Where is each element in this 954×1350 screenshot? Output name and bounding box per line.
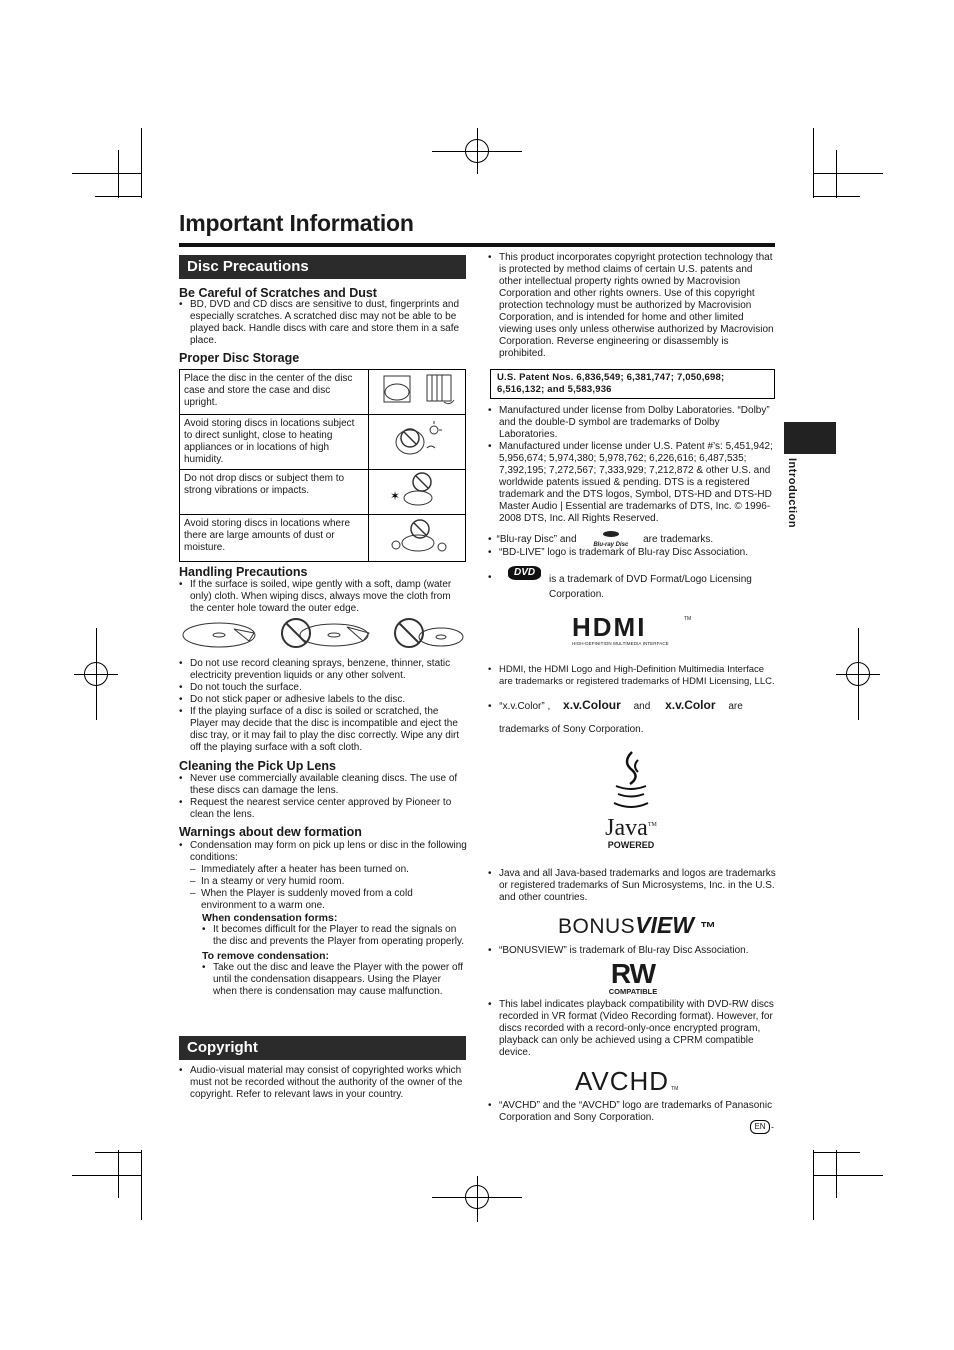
cleaning-list (179, 773, 467, 821)
no-drop-illustration (369, 470, 466, 515)
xv-text-b: trademarks of Sony Corporation. (499, 724, 644, 735)
scratches-text (179, 299, 467, 347)
bluray-text-a: “Blu-ray Disc” and (496, 534, 577, 546)
java-text (488, 868, 776, 904)
cleaning-heading: Cleaning the Pick Up Lens (179, 759, 336, 773)
list-item: • Java and all Java-based trademarks and logos are trademarks or registered trademarks of Sun Microsystems, Inc. in the U.S. and other countries. (488, 868, 776, 904)
xv-text-a: “x.v.Color” , (499, 701, 551, 712)
svg-text:✶: ✶ (390, 489, 401, 503)
handling-heading: Handling Precautions (179, 565, 308, 579)
bonusview-logo: BONUSVIEW ™ (558, 912, 716, 938)
list-item: • Never use commercially available cleaning discs. The use of these discs can damage the lens. (179, 773, 467, 797)
list-item: • Request the nearest service center approved by Pioneer to clean the lens. (179, 797, 467, 821)
list-item: • Do not touch the surface. (179, 682, 467, 694)
xv-text-are: are (728, 701, 743, 712)
avchd-text (488, 1100, 776, 1124)
handling-intro (179, 579, 467, 615)
list-item: – In a steamy or very humid room. (190, 876, 467, 888)
xv-text-and: and (633, 701, 651, 712)
disc-case-upright-illustration (369, 370, 466, 415)
macrovision-text (488, 252, 776, 360)
dew-heading: Warnings about dew formation (179, 825, 362, 839)
list-item: • Manufactured under license under U.S. Patent #’s: 5,451,942; 5,956,674; 5,974,380; 5,978,762; 6,226,616; 6,487,535; 7,392,195; 7,272,567; 7,333,929; 7,212,872 & other U.S. and worldwide patents issued & pending. DTS is a registered trademark and the DTS logos, Symbol, DTS-HD and DTS-HD Master Audio | Essential are trademarks of DTS, Inc. © 1996-2008 DTS, Inc. All Rights Reserved. (488, 441, 776, 525)
list-item: • If the surface is soiled, wipe gently with a soft, damp (water only) cloth. When wiping discs, always move the cloth from the center hole toward the outer edge. (179, 579, 467, 615)
page-dot: - (771, 1122, 774, 1132)
dvd-text: is a trademark of DVD Format/Logo Licensing Corporation. (549, 574, 752, 600)
bluray-disc-logo: Blu-ray Disc (593, 530, 628, 549)
language-marker-icon: EN (750, 1120, 770, 1134)
remove-condensation-heading: To remove condensation: (202, 950, 329, 962)
list-item: • Do not stick paper or adhesive labels to the disc. (179, 694, 467, 706)
storage-table (179, 369, 466, 562)
hdmi-text (488, 664, 776, 687)
bonusview-text (488, 945, 776, 957)
hdmi-logo: HDMI TM HIGH-DEFINITION MULTIMEDIA INTERFACE (572, 612, 692, 646)
storage-heading: Proper Disc Storage (179, 351, 300, 365)
copyright-text (179, 1065, 467, 1101)
license-list (488, 405, 776, 525)
title-rule (179, 243, 775, 247)
list-item: • Condensation may form on pick up lens or disc in the following conditions: (179, 840, 467, 864)
list-item: • Manufactured under license from Dolby Laboratories. “Dolby” and the double-D symbol are trademarks of Dolby Laboratories. (488, 405, 776, 441)
section-disc-precautions: Disc Precautions (179, 255, 466, 279)
section-copyright: Copyright (179, 1036, 466, 1060)
list-item: • If the playing surface of a disc is soiled or scratched, the Player may decide that the disc is incompatible and eject the disc tray, or it may fail to play the disc correctly. Wipe any dirt off the playing surface with a soft cloth. (179, 706, 467, 754)
list-item: • This label indicates playback compatibility with DVD-RW discs recorded in VR format (Video Recording format). However, for discs recorded with a record-only-once encrypted program, playback can only be achieved using a CPRM compatible device. (488, 999, 776, 1059)
list-item: • HDMI, the HDMI Logo and High-Definition Multimedia Interface are trademarks or registered trademarks of HDMI Licensing, LLC. (488, 664, 776, 687)
storage-row-text: Do not drop discs or subject them to strong vibrations or impacts. (180, 470, 369, 515)
wiping-illustration (179, 617, 467, 653)
list-item: • This product incorporates copyright protection technology that is protected by method claims of certain U.S. patents and other intellectual property rights owned by Macrovision Corporation and other rights owners. Use of this copyright protection technology must be authorized by Macrovision Corporation, and is intended for home and other limited viewing uses only unless otherwise authorized by Macrovision Corporation. Reverse engineering or disassembly is prohibited. (488, 252, 776, 360)
dvd-item: • DVD is a trademark of DVD Format/Logo Licensing Corporation. (488, 566, 776, 602)
bluray-text-b: are trademarks. (643, 534, 714, 546)
no-sunlight-illustration (369, 415, 466, 470)
rw-compatible-logo: RW COMPATIBLE (608, 958, 658, 996)
list-item: • “BONUSVIEW” is trademark of Blu-ray Disc Association. (488, 945, 776, 957)
xvcolour-logo: x.v.Colour (563, 698, 621, 712)
xvcolor-line: • “x.v.Color” , x.v.Colour and x.v.Color are (488, 698, 743, 712)
dvd-logo: DVD (508, 566, 541, 580)
dew-body (179, 840, 467, 998)
avchd-logo: AVCHD TM (575, 1066, 679, 1096)
section-tab-marker (784, 422, 836, 454)
condensation-forms-heading: When condensation forms: (202, 912, 338, 924)
rw-text (488, 999, 776, 1059)
list-item: • Take out the disc and leave the Player with the power off until the condensation disappears. Using the Player when there is condensation may cause malfunction. (202, 962, 467, 998)
storage-row-text: Avoid storing discs in locations where there are large amounts of dust or moisture. (180, 515, 369, 562)
no-dust-illustration (369, 515, 466, 562)
scratches-heading: Be Careful of Scratches and Dust (179, 286, 377, 300)
java-logo: Java™ POWERED (596, 750, 666, 855)
list-item: – Immediately after a heater has been turned on. (190, 864, 467, 876)
list-item: • It becomes difficult for the Player to read the signals on the disc and prevents the Player from operating properly. (202, 924, 467, 948)
page-title: Important Information (179, 210, 414, 236)
list-item: • Do not use record cleaning sprays, benzene, thinner, static electricity prevention liquids or any other solvent. (179, 658, 467, 682)
bluray-line: • “Blu-ray Disc” and Blu-ray Disc are trademarks. (488, 530, 776, 549)
list-item: – When the Player is suddenly moved from a cold environment to a warm one. (190, 888, 467, 912)
xvcolor-logo: x.v.Color (665, 698, 716, 712)
list-item: • “BD-LIVE” logo is trademark of Blu-ray Disc Association. (488, 547, 776, 559)
list-item: • BD, DVD and CD discs are sensitive to dust, fingerprints and especially scratches. A scratched disc may not be able to be played back. Handle discs with care and store them in a safe place. (179, 299, 467, 347)
side-tab-label: Introduction (786, 458, 798, 529)
patent-box: U.S. Patent Nos. 6,836,549; 6,381,747; 7,050,698; 6,516,132; and 5,583,936 (490, 369, 775, 399)
list-item: • Audio-visual material may consist of copyrighted works which must not be recorded without the authority of the owner of the copyright. Refer to relevant laws in your country. (179, 1065, 467, 1101)
storage-row-text: Avoid storing discs in locations subject to direct sunlight, close to heating appliances or in locations of high humidity. (180, 415, 369, 470)
handling-list (179, 658, 467, 754)
bdlive-text (488, 547, 776, 559)
storage-row-text: Place the disc in the center of the disc case and store the case and disc upright. (180, 370, 369, 415)
list-item: • “AVCHD” and the “AVCHD” logo are trademarks of Panasonic Corporation and Sony Corporation. (488, 1100, 776, 1124)
